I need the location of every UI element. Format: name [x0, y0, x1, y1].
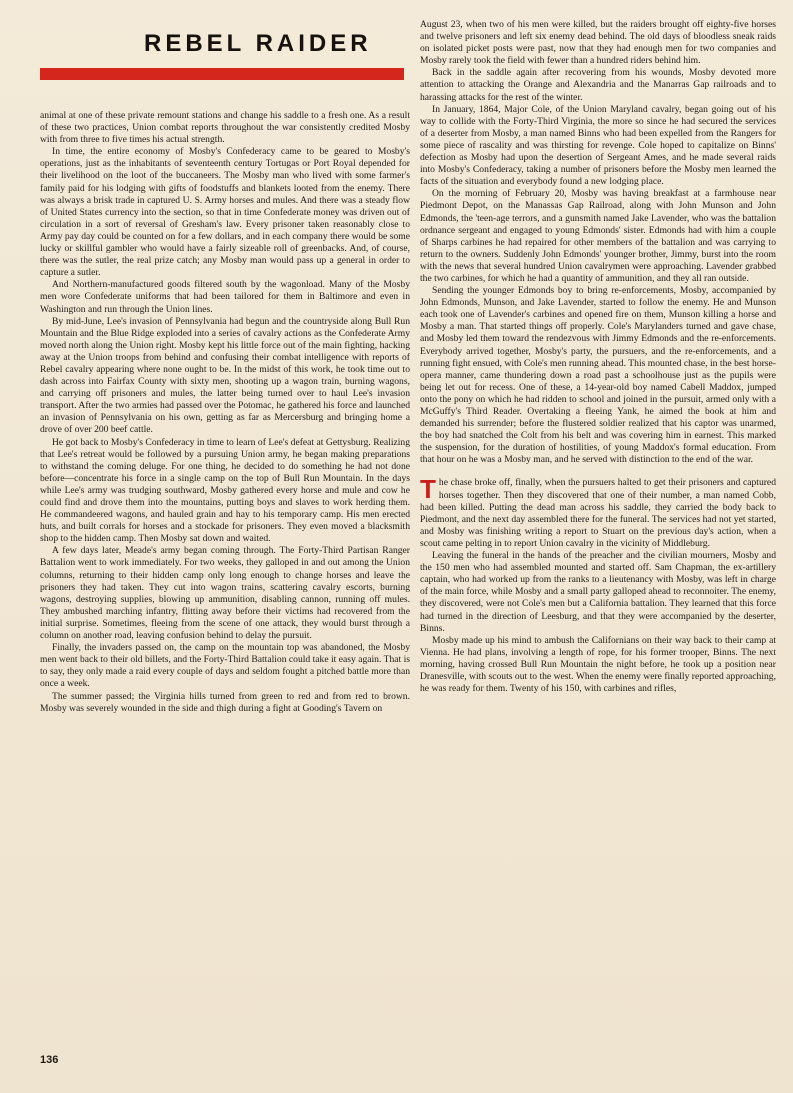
title-rule [40, 68, 404, 80]
right-column [420, 19, 776, 695]
paragraph: Mosby made up his mind to ambush the Californians on their way back to their camp at Vienna. He had plans, involving a length of rope, for his former trooper, Binns. The next morning, having crossed Bull Run Mountain the night before, he took up a position near Dranesville, with scouts out to the west. When the enemy were finally reported approaching, he was ready for them. Twenty of his 150, with carbines and rifles, [420, 634, 776, 695]
paragraph-text: he chase broke off, finally, when the pursuers halted to get their prisoners and captured horses together. Then they discovered that one of their number, a man named Cobb, had been killed. Putting the dead man across his saddle, they carried the body back to Piedmont, and the next day assembled there for the funeral. The services had not yet started, and Mosby was finishing writing a report to Stuart on the previous day's action, when a scout came pelting in to report Union cavalry in the vicinity of Middleburg. [420, 477, 776, 549]
paragraph: Leaving the funeral in the hands of the preacher and the civilian mourners, Mosby and the 150 men who had assembled mounted and started off. Sam Chapman, the ex-artillery captain, who had worked up from the ranks to a lieutenancy with Mosby, was left in charge of the main force, while Mosby and a small party galloped ahead to reconnoiter. The enemy, they discovered, were not Cole's men but a California battalion. They learned that this force had turned in the direction of Leesburg, and that they were accompanied by the deserter, Binns. [420, 550, 776, 634]
paragraph: A few days later, Meade's army began coming through. The Forty-Third Partisan Ranger Battalion went to work immediately. For two weeks, they galloped in and out among the Union columns, returning to their hidden camp only long enough to change horses and leave the prisoners they had taken. They cut into wagon trains, scattering cavalry escorts, burning wagons, destroying supplies, blowing up ammunition, disabling cannon, running off mules. They ambushed marching infantry, flitting away before their victims had recovered from the initial surprise. Sometimes, fleeing from the scene of one attack, they would burst through a column on another road, leaving confusion behind to delay the pursuit. [40, 545, 410, 642]
section-opening-paragraph [420, 474, 776, 550]
paragraph: In time, the entire economy of Mosby's Confederacy came to be geared to Mosby's operations, just as the inhabitants of seventeenth century Tortugas or Port Royal depended for their livelihood on the loot of the buccaneers. The Mosby man who lived with some farmer's family paid for his lodging with gifts of foodstuffs and blankets looted from the enemy. There was always a brisk trade in captured U. S. Army horses and mules. And there was a steady flow of United States currency into the section, so that in time Confederate money was driven out of circulation in a sort of reversal of Gresham's law. Every prisoner taken reasonably close to Army pay day could be counted on for a few dollars, and in each company there would be some lucky or skillful gambler who would have a fairly sizeable roll of greenbacks. And, of course, there was the sutler, the real prize catch; any Mosby man would pass up a general in order to capture a sutler. [40, 146, 410, 279]
paragraph: In January, 1864, Major Cole, of the Union Maryland cavalry, began going out of his way to collide with the Forty-Third Virginia, the more so since he had secured the services of a deserter from Mosby, a man named Binns who had been expelled from the Rangers for some piece of rascality and was thirsting for revenge. Cole hoped to capitalize on Binns' defection as Mosby had upon the desertion of Sergeant Ames, and he made several raids into Mosby's Confederacy, taking a number of prisoners before the Mosby men learned the facts of the situation and everybody found a new lodging place. [420, 103, 776, 188]
paragraph: Sending the younger Edmonds boy to bring re-enforcements, Mosby, accompanied by John Edmonds, Munson, and Jake Lavender, started to follow the enemy. He and Munson each took one of Lavender's carbines and opened fire on them, Munson killing a horse and Mosby a man. That started things off properly. Cole's Marylanders turned and gave chase, and Mosby led them toward the rendezvous with Jimmy Edmonds and the re-enforcements. Everybody arrived together, Mosby's party, the pursuers, and the re-enforcements, and a running fight ensued, with Cole's men running ahead. This mounted chase, in the best horse-opera manner, came thundering down a road past a schoolhouse just as the pupils were being let out for recess. One of these, a 14-year-old boy named Cabell Maddox, jumped onto the pony on which he had ridden to school and joined in the pursuit, armed only with a McGuffy's Third Reader. Overtaking a fleeing Yank, he aimed the book at him and demanded his surrender; before the flustered soldier realized that his captor was unarmed, the boy had snatched the Colt from his belt and was covering him in earnest. This marked the suspension, for the duration of hostilities, of young Maddox's formal education. From that hour on he was a Mosby man, and he served with distinction to the end of the war. [420, 285, 776, 466]
paragraph: On the morning of February 20, Mosby was having breakfast at a farmhouse near Piedmont Depot, on the Manassas Gap Railroad, along with John Munson and John Edmonds, the 'teen-age terrors, and a gunsmith named Jake Lavender, who was the battalion ordnance sergeant and engaged to young Edmonds' sister. Edmonds had with him a couple of Sharps carbines he had repaired for other members of the battalion and was carrying to return to the owners. Suddenly John Edmonds' younger brother, Jimmy, burst into the room with the news that several hundred Union cavalrymen were approaching. Lavender grabbed the two carbines, for which he had a quantity of ammunition, and they all ran outside. [420, 188, 776, 284]
page-number: 136 [40, 1054, 59, 1066]
paragraph: He got back to Mosby's Confederacy in time to learn of Lee's defeat at Gettysburg. Realizing that Lee's retreat would be followed by a pursuing Union army, he began making preparations to withstand the coming deluge. For one thing, he decided to do something he had not done before—concentrate his force in a single camp on the top of Bull Run Mountain. In the days while Lee's army was trudging southward, Mosby gathered every horse and mule and cow he could find and drove them into the mountains, putting boys and slaves to work herding them. He commandeered wagons, and hauled grain and hay to his temporary camp. His men erected huts, and built corrals for horses and a stockade for prisoners. They even moved a blacksmith shop to the hidden camp. Then Mosby sat down and waited. [40, 436, 410, 545]
paragraph: Back in the saddle again after recovering from his wounds, Mosby devoted more attention to attacking the Orange and Alexandria and the Manarras Gap railroads and to harassing attacks for the rest of the winter. [420, 67, 776, 103]
paragraph: The summer passed; the Virginia hills turned from green to red and from red to brown. Mosby was severely wounded in the side and thigh during a fight at Gooding's Tavern on [40, 690, 410, 714]
paragraph: August 23, when two of his men were killed, but the raiders brought off eighty-five horses and twelve prisoners and left six enemy dead behind. The old days of bloodless sneak raids on isolated picket posts were past, now that they had enough men for two companies and Mosby rarely took the field with fewer than a hundred riders behind him. [420, 19, 776, 67]
section-break [420, 466, 776, 477]
paragraph: Finally, the invaders passed on, the camp on the mountain top was abandoned, the Mosby men went back to their old billets, and the Forty-Third Battalion could take it easy again. That is to say, they only made a raid every couple of days and seldom fought a pitched battle more than once a week. [40, 642, 410, 690]
drop-cap: T [420, 474, 436, 505]
paragraph: animal at one of these private remount stations and change his saddle to a fresh one. As a result of these two practices, Union combat reports throughout the war consistently credited Mosby with from three to five times his actual strength. [40, 110, 410, 146]
paragraph: And Northern-manufactured goods filtered south by the wagonload. Many of the Mosby men wore Confederate uniforms that had been tailored for them in Baltimore and even in Washington and run through the Union lines. [40, 279, 410, 315]
left-column [40, 110, 410, 715]
article-title: REBEL RAIDER [144, 30, 372, 57]
paragraph: By mid-June, Lee's invasion of Pennsylvania had begun and the countryside along Bull Run Mountain and the Blue Ridge exploded into a series of cavalry actions as the Confederate Army moved north along the Union right. Mosby kept his little force out of the main fighting, hacking away at the Union troops from behind and confusing their combat intelligence with reports of Rebel cavalry appearing where none ought to be. In the midst of this work, he took time out to dash across into Fairfax County with sixty men, shooting up a wagon train, burning wagons, and carrying off prisoners and mules, the latter being turned over to haul Lee's invasion transport. After the two armies had passed over the Potomac, he gathered his force and launched an invasion of Pennsylvania on his own, getting as far as Mercersburg and bringing home a drove of over 200 beef cattle. [40, 315, 410, 436]
